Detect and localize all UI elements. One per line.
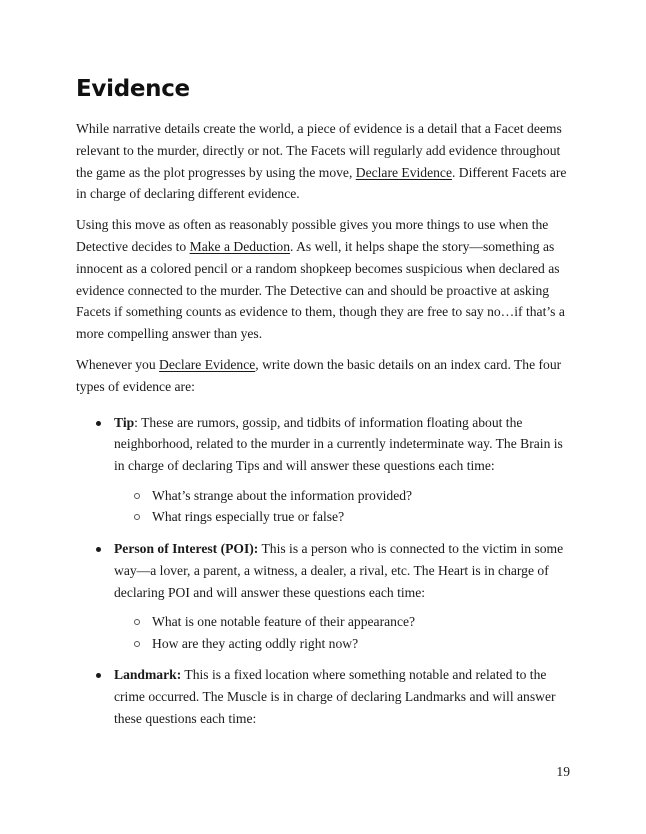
- section-heading: Evidence: [76, 76, 190, 102]
- question-item: What is one notable feature of their appearance?: [114, 611, 570, 633]
- make-a-deduction-link[interactable]: Make a Deduction: [189, 238, 291, 254]
- evidence-type-landmark: Landmark: This is a fixed location where something notable and related to the crime occurred. The Muscle is in charge of declaring Landmarks and will answer these questions each time:: [76, 664, 570, 729]
- paragraph-intro: While narrative details create the world, a piece of evidence is a detail that a Facet deems relevant to the murder, directly or not. The Facets will regularly add evidence throughout the game as the plot progresses by using the move, Declare Evidence. Different Facets are in charge of declaring different evidence.: [76, 121, 567, 202]
- page-number: 19: [556, 764, 570, 779]
- section-body: [76, 118, 570, 737]
- term-landmark: Landmark:: [114, 667, 182, 683]
- declare-evidence-link[interactable]: Declare Evidence: [355, 164, 452, 180]
- evidence-types-list: [76, 412, 570, 730]
- question-item: What’s strange about the information provided?: [114, 485, 570, 507]
- question-item: What rings especially true or false?: [114, 506, 570, 528]
- evidence-type-tip: Tip: These are rumors, gossip, and tidbits of information floating about the neighborhood, related to the murder in a currently indeterminate way. The Brain is in charge of declaring Tips and will answer these questions each time: What’s strange about the information provided? What rings especially true or false?: [76, 412, 570, 528]
- tip-questions: [114, 485, 570, 528]
- paragraph-usage: Using this move as often as reasonably possible gives you more things to use when the Detective decides to Make a Deduction. As well, it helps shape the story—something as innocent as a colored pencil or a random shopkeep becomes suspicious when declared as evidence connected to the murder. The Detective can and should be proactive at asking Facets if something counts as evidence to them, though they are free to say no…if that’s a more compelling answer than yes.: [76, 217, 565, 342]
- term-tip: Tip: [114, 414, 135, 430]
- poi-questions: [114, 611, 570, 654]
- evidence-type-poi: Person of Interest (POI): This is a person who is connected to the victim in some way—a lover, a parent, a witness, a dealer, a rival, etc. The Heart is in charge of declaring POI and will answer these questions each time: What is one notable feature of their appearance? How are they acting oddly right now?: [76, 538, 570, 654]
- term-poi: Person of Interest (POI):: [114, 540, 259, 556]
- declare-evidence-link-2[interactable]: Declare Evidence: [159, 356, 256, 372]
- paragraph-index-card: Whenever you Declare Evidence, write down the basic details on an index card. The four types of evidence are:: [76, 356, 562, 394]
- question-item: How are they acting oddly right now?: [114, 633, 570, 655]
